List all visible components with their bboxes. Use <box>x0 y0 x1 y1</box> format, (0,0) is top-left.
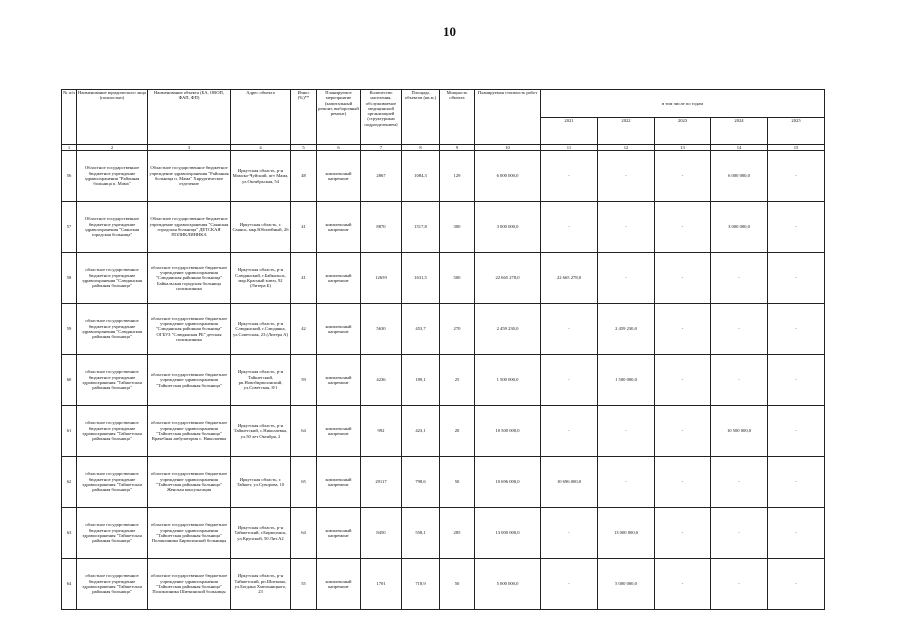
row-year-2023: - <box>655 508 711 559</box>
row-year-2024: - <box>711 559 768 610</box>
row-population: 8870 <box>361 202 402 253</box>
row-wear: 55 <box>291 559 317 610</box>
row-address: Иркутская область, р-н Тайшетский, рп.Шиткино, ул.Богдана Хмельницкого, 23 <box>231 559 291 610</box>
table-row <box>62 508 825 559</box>
column-number: 3 <box>148 145 231 151</box>
row-year-2023: - <box>655 202 711 253</box>
row-cost: 13 000 000,0 <box>475 508 541 559</box>
row-address: Иркутская область, р-н Тайшетский, г.Бирюсинск, ул.Крупской, 50 Лит.А2 <box>231 508 291 559</box>
row-year-2023: - <box>655 559 711 610</box>
row-activity: комплексный капремонт <box>317 253 361 304</box>
row-address: Иркутская область, р-н Мамско-Чуйский, пгт Мама, ул.Октябрьская, 54 <box>231 151 291 202</box>
row-year-2022: 2 459 230,0 <box>598 304 655 355</box>
header-row <box>62 90 825 118</box>
row-population: 12659 <box>361 253 402 304</box>
row-year-2022: - <box>598 202 655 253</box>
row-legal-name: областное государственное бюджетное учреждение здравоохранения "Тайшетская районная больница" <box>77 508 148 559</box>
row-capacity: 129 <box>440 151 475 202</box>
row-capacity: 285 <box>440 508 475 559</box>
row-year-2022: 5 000 000,0 <box>598 559 655 610</box>
row-capacity: 50 <box>440 559 475 610</box>
header-year: 2023 <box>655 118 711 145</box>
row-year-2025: - <box>768 151 825 202</box>
column-number: 10 <box>475 145 541 151</box>
column-number: 2 <box>77 145 148 151</box>
row-wear: 59 <box>291 355 317 406</box>
row-area: 453,7 <box>402 304 440 355</box>
row-population: 8450 <box>361 508 402 559</box>
row-capacity: 25 <box>440 355 475 406</box>
header-num: № п/п <box>62 90 77 145</box>
row-wear: 64 <box>291 508 317 559</box>
row-area: 189,1 <box>402 355 440 406</box>
row-year-2021: - <box>541 355 598 406</box>
row-area: 718,9 <box>402 559 440 610</box>
repair-plan-table <box>61 89 825 610</box>
row-address: Иркутская область, г. Тайшет, ул.Суворова, 10 <box>231 457 291 508</box>
row-wear: 41 <box>291 202 317 253</box>
table-row <box>62 151 825 202</box>
row-population: 29117 <box>361 457 402 508</box>
row-wear: 41 <box>291 253 317 304</box>
row-num: 56 <box>62 151 77 202</box>
header-object-name: Наименование объекта (БА, ОВОП, ФАП, ФП) <box>148 90 231 145</box>
header-year: 2024 <box>711 118 768 145</box>
row-year-2021: - <box>541 508 598 559</box>
row-object-name: Областное государственное бюджетное учреждение здравоохранения "Саянская городская больница" ДЕТСКАЯ ПОЛИКЛИНИКА <box>148 202 231 253</box>
row-area: 1084,3 <box>402 151 440 202</box>
row-capacity: 20 <box>440 406 475 457</box>
row-capacity: 50 <box>440 457 475 508</box>
table-row <box>62 406 825 457</box>
row-area: 558,1 <box>402 508 440 559</box>
row-year-2021: - <box>541 202 598 253</box>
table-row <box>62 202 825 253</box>
row-year-2023: - <box>655 304 711 355</box>
row-num: 57 <box>62 202 77 253</box>
column-number: 6 <box>317 145 361 151</box>
row-year-2021: 10 696 000,0 <box>541 457 598 508</box>
row-activity: комплексный капремонт <box>317 406 361 457</box>
row-activity: комплексный капремонт <box>317 508 361 559</box>
row-year-2025: - <box>768 202 825 253</box>
column-number: 4 <box>231 145 291 151</box>
header-cost: Планируемая стоимость работ <box>475 90 541 145</box>
column-number: 15 <box>768 145 825 151</box>
row-address: Иркутская область, р-н Тайшетский, рп.Новобирюсинский, ул.Советская, 8/1 <box>231 355 291 406</box>
row-object-name: областное государственное бюджетное учреждение здравоохранения "Тайшетская районная больница" Врачебная амбулатория с. Николаевка <box>148 406 231 457</box>
header-activity: Планируемое мероприятие (капитальный ремонт, выборочный ремонт) <box>317 90 361 145</box>
row-activity: комплексный капремонт <box>317 355 361 406</box>
row-year-2021: 22 665 278,0 <box>541 253 598 304</box>
row-capacity: 270 <box>440 304 475 355</box>
row-year-2024: - <box>711 355 768 406</box>
row-area: 423,1 <box>402 406 440 457</box>
row-activity: комплексный капремонт <box>317 202 361 253</box>
header-wear: Износ (%)** <box>291 90 317 145</box>
row-year-2021: - <box>541 559 598 610</box>
header-capacity: Мощность объекта <box>440 90 475 145</box>
column-number: 9 <box>440 145 475 151</box>
column-number: 1 <box>62 145 77 151</box>
row-year-2022: - <box>598 151 655 202</box>
page-number: 10 <box>443 24 456 39</box>
row-object-name: областное государственное бюджетное учреждение здравоохранения "Слюдянская районная больница" Байкальская городская больница поликлиника <box>148 253 231 304</box>
row-year-2025: - <box>768 355 825 406</box>
row-year-2023: - <box>655 406 711 457</box>
row-legal-name: областное государственное бюджетное учреждение здравоохранения "Тайшетская районная больница" <box>77 355 148 406</box>
row-cost: 10 696 000,0 <box>475 457 541 508</box>
row-num: 62 <box>62 457 77 508</box>
row-cost: 6 000 000,0 <box>475 151 541 202</box>
row-address: Иркутская область, г. Саянск, мкр.Юбилейный, 26 <box>231 202 291 253</box>
row-object-name: областное государственное бюджетное учреждение здравоохранения "Тайшетская районная больница" Женская консультация <box>148 457 231 508</box>
header-area: Площадь объектов (кв.м.) <box>402 90 440 145</box>
row-area: 1517,8 <box>402 202 440 253</box>
row-year-2022: - <box>598 253 655 304</box>
row-object-name: областное государственное бюджетное учреждение здравоохранения "Слюдянская районная больница" ОГБУЗ "Слюдянская РБ" детская поликлиника <box>148 304 231 355</box>
column-number: 14 <box>711 145 768 151</box>
row-num: 64 <box>62 559 77 610</box>
row-cost: 10 500 000,0 <box>475 406 541 457</box>
row-capacity: 300 <box>440 202 475 253</box>
row-num: 58 <box>62 253 77 304</box>
row-num: 60 <box>62 355 77 406</box>
row-population: 5630 <box>361 304 402 355</box>
row-year-2024: - <box>711 457 768 508</box>
row-area: 798,6 <box>402 457 440 508</box>
row-year-2024: - <box>711 253 768 304</box>
header-year: 2025 <box>768 118 825 145</box>
column-number: 11 <box>541 145 598 151</box>
header-population: Количество населения, обслуживаемое медицинской организацией (структурным подразделением) <box>361 90 402 145</box>
row-cost: 5 000 000,0 <box>475 559 541 610</box>
row-cost: 3 000 000,0 <box>475 202 541 253</box>
row-year-2024: 6 000 000,0 <box>711 151 768 202</box>
row-year-2022: 1 500 000,0 <box>598 355 655 406</box>
row-object-name: областное государственное бюджетное учреждение здравоохранения "Тайшетская районная больница" Поликлиника Шиткинской больницы <box>148 559 231 610</box>
row-population: 2867 <box>361 151 402 202</box>
row-year-2023: - <box>655 151 711 202</box>
row-year-2025: - <box>768 253 825 304</box>
row-population: 1701 <box>361 559 402 610</box>
row-year-2024: - <box>711 304 768 355</box>
column-number: 5 <box>291 145 317 151</box>
row-legal-name: областное государственное бюджетное учреждение здравоохранения "Слюдянская районная больница" <box>77 304 148 355</box>
row-year-2023: - <box>655 457 711 508</box>
row-year-2024: 3 000 000,0 <box>711 202 768 253</box>
row-year-2022: - <box>598 457 655 508</box>
row-activity: комплексный капремонт <box>317 457 361 508</box>
row-legal-name: областное государственное бюджетное учреждение здравоохранения "Тайшетская районная больница" <box>77 559 148 610</box>
row-cost: 22 665 278,0 <box>475 253 541 304</box>
table-row <box>62 355 825 406</box>
header-year: 2021 <box>541 118 598 145</box>
row-year-2025: - <box>768 508 825 559</box>
row-cost: 1 500 000,0 <box>475 355 541 406</box>
row-capacity: 500 <box>440 253 475 304</box>
row-activity: комплексный капремонт <box>317 151 361 202</box>
row-year-2021: - <box>541 304 598 355</box>
row-object-name: Областное государственное бюджетное учреждение здравоохранения "Районная больница п. Мама" Хирургическое отделение <box>148 151 231 202</box>
row-population: 992 <box>361 406 402 457</box>
row-population: 4236 <box>361 355 402 406</box>
column-number: 12 <box>598 145 655 151</box>
header-address: Адрес объекта <box>231 90 291 145</box>
row-address: Иркутская область, р-н Тайшетский, с.Николаевка, ул.50 лет Октября, 2 <box>231 406 291 457</box>
header-years-group: в том числе по годам <box>541 90 825 118</box>
row-num: 59 <box>62 304 77 355</box>
row-year-2025: - <box>768 304 825 355</box>
row-year-2022: - <box>598 406 655 457</box>
row-area: 1631,5 <box>402 253 440 304</box>
column-number: 7 <box>361 145 402 151</box>
row-legal-name: Областное государственное бюджетное учреждение здравоохранения "Саянская городская больница" <box>77 202 148 253</box>
row-wear: 64 <box>291 406 317 457</box>
row-year-2024: 10 500 000,0 <box>711 406 768 457</box>
row-cost: 2 459 230,0 <box>475 304 541 355</box>
row-object-name: областное государственное бюджетное учреждение здравоохранения "Тайшетская районная больница" Поликлиника Бирюсинской больницы <box>148 508 231 559</box>
row-legal-name: областное государственное бюджетное учреждение здравоохранения "Слюдянская районная больница" <box>77 253 148 304</box>
row-year-2023: - <box>655 253 711 304</box>
row-year-2023: - <box>655 355 711 406</box>
column-number: 13 <box>655 145 711 151</box>
row-year-2022: 13 000 000,0 <box>598 508 655 559</box>
row-wear: 42 <box>291 304 317 355</box>
row-legal-name: областное государственное бюджетное учреждение здравоохранения "Тайшетская районная больница" <box>77 406 148 457</box>
row-address: Иркутская область, р-н Слюдянский, г.Байкальск, мкр.Красный ключ, 92 (Литера Б) <box>231 253 291 304</box>
row-num: 63 <box>62 508 77 559</box>
row-activity: комплексный капремонт <box>317 304 361 355</box>
row-legal-name: Областное государственное бюджетное учреждение здравоохранения "Районная больница п. Мама" <box>77 151 148 202</box>
row-num: 61 <box>62 406 77 457</box>
row-wear: 48 <box>291 151 317 202</box>
row-year-2025: - <box>768 406 825 457</box>
row-year-2025: - <box>768 457 825 508</box>
header-year: 2022 <box>598 118 655 145</box>
table-row <box>62 253 825 304</box>
row-legal-name: областное государственное бюджетное учреждение здравоохранения "Тайшетская районная больница" <box>77 457 148 508</box>
row-wear: 65 <box>291 457 317 508</box>
row-address: Иркутская область, р-н Слюдянский, г.Слюдянка, ул.Советская, 23 (Литера А) <box>231 304 291 355</box>
header-legal-name: Наименование юридического лица (полностью) <box>77 90 148 145</box>
table-row <box>62 457 825 508</box>
row-year-2021: - <box>541 151 598 202</box>
row-activity: комплексный капремонт <box>317 559 361 610</box>
row-year-2025: - <box>768 559 825 610</box>
row-year-2021: - <box>541 406 598 457</box>
table-row <box>62 304 825 355</box>
row-object-name: областное государственное бюджетное учреждение здравоохранения "Тайшетская районная больница" <box>148 355 231 406</box>
row-year-2024: - <box>711 508 768 559</box>
table-row <box>62 559 825 610</box>
column-number: 8 <box>402 145 440 151</box>
